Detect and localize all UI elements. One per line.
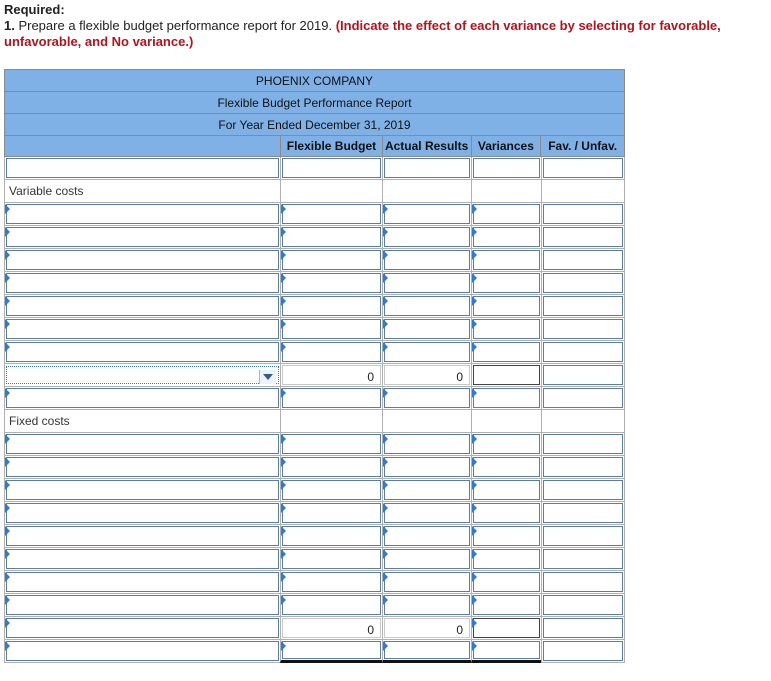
input-flag-icon [472, 227, 477, 237]
input-flag-icon [5, 250, 10, 260]
table-row [4, 571, 625, 594]
flexible-budget-input[interactable] [282, 457, 381, 477]
input-flag-icon [5, 319, 10, 329]
actual-results-input[interactable] [384, 227, 470, 247]
input-flag-icon [383, 434, 388, 444]
input-flag-icon [281, 572, 286, 582]
table-row [4, 617, 625, 640]
actual-results-input[interactable] [384, 595, 470, 615]
flexible-budget-total [282, 365, 381, 385]
actual-results-input[interactable] [384, 503, 470, 523]
variance-input[interactable] [473, 365, 540, 385]
flexible-budget-input[interactable] [282, 158, 381, 178]
actual-results-input[interactable] [384, 204, 470, 224]
line-item-input[interactable] [6, 641, 279, 661]
input-flag-icon [281, 342, 286, 352]
table-row [4, 157, 625, 180]
variance-input[interactable] [473, 158, 540, 178]
table-row [4, 525, 625, 548]
actual-results-input[interactable] [384, 319, 470, 339]
variance-input[interactable] [473, 526, 540, 546]
fixed-total-flex-value: 0 [367, 623, 374, 637]
input-flag-icon [5, 526, 10, 536]
flexible-budget-input[interactable] [282, 641, 381, 659]
input-flag-icon [281, 296, 286, 306]
line-item-input[interactable] [6, 204, 279, 224]
input-flag-icon [5, 549, 10, 559]
input-flag-icon [383, 250, 388, 260]
table-row [4, 479, 625, 502]
line-item-input[interactable] [6, 572, 279, 592]
report-title: Flexible Budget Performance Report [4, 91, 625, 113]
line-item-input[interactable] [6, 388, 279, 408]
table-row [4, 433, 625, 456]
table-row [4, 341, 625, 364]
actual-results-input[interactable] [384, 480, 470, 500]
line-item-input[interactable] [6, 526, 279, 546]
input-flag-icon [472, 503, 477, 513]
table-row [4, 387, 625, 410]
fav-unfav-select[interactable] [543, 480, 623, 500]
variance-input[interactable] [473, 250, 540, 270]
line-item-input[interactable] [6, 434, 279, 454]
flexible-budget-input[interactable] [282, 319, 381, 339]
actual-results-input[interactable] [384, 273, 470, 293]
input-flag-icon [5, 457, 10, 467]
table-row [4, 295, 625, 318]
fav-unfav-select[interactable] [543, 250, 623, 270]
table-row [4, 548, 625, 571]
variance-input[interactable] [473, 227, 540, 247]
input-flag-icon [281, 595, 286, 605]
table-row [4, 594, 625, 617]
flexible-budget-input[interactable] [282, 388, 381, 408]
actual-results-input[interactable] [384, 158, 470, 178]
input-flag-icon [472, 572, 477, 582]
input-flag-icon [383, 204, 388, 214]
variance-input[interactable] [473, 388, 540, 408]
input-flag-icon [383, 503, 388, 513]
line-item-input[interactable] [6, 296, 279, 316]
total-variable-costs-select[interactable] [6, 366, 279, 384]
table-row [4, 203, 625, 226]
fav-unfav-select[interactable] [543, 204, 623, 224]
input-flag-icon [5, 572, 10, 582]
variance-input[interactable] [473, 641, 540, 659]
input-flag-icon [281, 227, 286, 237]
fav-unfav-select[interactable] [543, 273, 623, 293]
flexible-budget-input[interactable] [282, 250, 381, 270]
actual-results-input[interactable] [384, 250, 470, 270]
report-period: For Year Ended December 31, 2019 [4, 113, 625, 135]
line-item-input[interactable] [6, 595, 279, 615]
actual-results-input[interactable] [384, 434, 470, 454]
variance-input[interactable] [473, 595, 540, 615]
actual-results-input[interactable] [384, 549, 470, 569]
variance-input[interactable] [473, 296, 540, 316]
fav-unfav-select[interactable] [543, 388, 623, 408]
table-row [4, 272, 625, 295]
col-flexible-budget: Flexible Budget [280, 136, 382, 156]
variance-input[interactable] [473, 434, 540, 454]
flexible-budget-input[interactable] [282, 296, 381, 316]
flexible-budget-input[interactable] [282, 549, 381, 569]
input-flag-icon [281, 273, 286, 283]
flexible-budget-input[interactable] [282, 342, 381, 362]
line-item-input[interactable] [6, 342, 279, 362]
col-actual-results: Actual Results [382, 136, 471, 156]
input-flag-icon [383, 319, 388, 329]
fixed-total-actual-value: 0 [456, 623, 463, 637]
input-flag-icon [5, 273, 10, 283]
flexible-budget-input[interactable] [282, 503, 381, 523]
column-headers [4, 135, 625, 157]
fav-unfav-select[interactable] [543, 319, 623, 339]
input-flag-icon [383, 549, 388, 559]
input-flag-icon [383, 595, 388, 605]
col-variances: Variances [471, 136, 541, 156]
actual-results-total [384, 365, 470, 385]
variance-input[interactable] [473, 273, 540, 293]
variance-input[interactable] [473, 457, 540, 477]
line-item-input[interactable] [6, 457, 279, 477]
variance-input[interactable] [473, 549, 540, 569]
fav-unfav-select[interactable] [543, 618, 623, 638]
fav-unfav-select[interactable] [543, 641, 623, 661]
flexible-budget-input[interactable] [282, 227, 381, 247]
variable-total-actual-value: 0 [456, 370, 463, 384]
table-row [4, 456, 625, 479]
input-flag-icon [281, 503, 286, 513]
col-blank [5, 136, 280, 156]
fav-unfav-select[interactable] [543, 434, 623, 454]
table-row [4, 364, 625, 387]
input-flag-icon [5, 480, 10, 490]
flexible-budget-input[interactable] [282, 273, 381, 293]
actual-results-input[interactable] [384, 342, 470, 362]
instructions [4, 2, 769, 50]
input-flag-icon [5, 434, 10, 444]
flexible-budget-input[interactable] [282, 480, 381, 500]
input-flag-icon [383, 480, 388, 490]
actual-results-input[interactable] [384, 572, 470, 592]
input-flag-icon [281, 434, 286, 444]
fav-unfav-select[interactable] [543, 457, 623, 477]
input-flag-icon [472, 434, 477, 444]
line-item-input[interactable] [6, 549, 279, 569]
flexible-budget-input[interactable] [282, 204, 381, 224]
input-flag-icon [383, 526, 388, 536]
instruction-text: Prepare a flexible budget performance report for 2019. [14, 18, 336, 33]
input-flag-icon [383, 572, 388, 582]
input-flag-icon [383, 296, 388, 306]
input-flag-icon [472, 480, 477, 490]
input-flag-icon [472, 549, 477, 559]
variance-input[interactable] [473, 204, 540, 224]
actual-results-total [384, 618, 470, 638]
input-flag-icon [472, 526, 477, 536]
actual-results-input[interactable] [384, 526, 470, 546]
input-flag-icon [383, 273, 388, 283]
input-flag-icon [281, 204, 286, 214]
input-flag-icon [383, 457, 388, 467]
line-item-input[interactable] [6, 158, 279, 178]
line-item-input[interactable] [6, 250, 279, 270]
input-flag-icon [5, 204, 10, 214]
input-flag-icon [472, 273, 477, 283]
actual-results-input[interactable] [384, 388, 470, 408]
input-flag-icon [5, 342, 10, 352]
input-flag-icon [281, 319, 286, 329]
input-flag-icon [281, 457, 286, 467]
variable-total-flex-value: 0 [367, 370, 374, 384]
actual-results-input[interactable] [384, 641, 470, 659]
fav-unfav-select[interactable] [543, 549, 623, 569]
input-flag-icon [472, 296, 477, 306]
actual-results-input[interactable] [384, 457, 470, 477]
input-flag-icon [281, 526, 286, 536]
flexible-budget-input[interactable] [282, 434, 381, 454]
table-row [4, 410, 625, 433]
input-flag-icon [472, 342, 477, 352]
variable-costs-label: Variable costs [9, 184, 84, 198]
variance-input[interactable] [473, 618, 540, 638]
col-fav-unfav: Fav. / Unfav. [540, 136, 624, 156]
input-flag-icon [5, 296, 10, 306]
fav-unfav-select[interactable] [543, 503, 623, 523]
fav-unfav-select[interactable] [543, 572, 623, 592]
variance-input[interactable] [473, 480, 540, 500]
table-row [4, 318, 625, 341]
table-row [4, 640, 625, 663]
line-item-input[interactable] [6, 273, 279, 293]
fav-unfav-select[interactable] [543, 342, 623, 362]
company-name: PHOENIX COMPANY [4, 69, 625, 91]
fav-unfav-select[interactable] [543, 227, 623, 247]
flexible-budget-total [282, 618, 381, 638]
input-flag-icon [472, 319, 477, 329]
line-item-input[interactable] [6, 480, 279, 500]
input-flag-icon [281, 549, 286, 559]
variance-input[interactable] [473, 572, 540, 592]
input-flag-icon [281, 480, 286, 490]
input-flag-icon [472, 250, 477, 260]
flexible-budget-input[interactable] [282, 595, 381, 615]
input-flag-icon [472, 457, 477, 467]
input-flag-icon [5, 227, 10, 237]
input-flag-icon [472, 204, 477, 214]
fav-unfav-select[interactable] [543, 158, 623, 178]
input-flag-icon [5, 503, 10, 513]
flexible-budget-input[interactable] [282, 572, 381, 592]
variance-input[interactable] [473, 503, 540, 523]
line-item-input[interactable] [6, 227, 279, 247]
required-heading: Required: [4, 2, 65, 17]
variance-input[interactable] [473, 319, 540, 339]
input-flag-icon [383, 342, 388, 352]
table-row [4, 180, 625, 203]
fav-unfav-select[interactable] [543, 595, 623, 615]
input-flag-icon [472, 595, 477, 605]
part-number: 1. [4, 18, 15, 33]
variance-input[interactable] [473, 342, 540, 362]
input-flag-icon [383, 227, 388, 237]
fav-unfav-select[interactable] [543, 526, 623, 546]
performance-report [4, 69, 625, 663]
flexible-budget-input[interactable] [282, 526, 381, 546]
table-row [4, 249, 625, 272]
fav-unfav-select[interactable] [543, 296, 623, 316]
fixed-costs-label: Fixed costs [9, 414, 70, 428]
line-item-input[interactable] [6, 503, 279, 523]
chevron-down-icon[interactable] [259, 370, 276, 384]
actual-results-input[interactable] [384, 296, 470, 316]
line-item-input[interactable] [6, 319, 279, 339]
instruction-note: (Indicate the effect of each variance by selecting for favorable, unfavorable, and No variance.) [4, 18, 721, 49]
table-row [4, 502, 625, 525]
line-item-input[interactable] [6, 618, 279, 638]
fav-unfav-select[interactable] [543, 365, 623, 385]
input-flag-icon [5, 595, 10, 605]
table-row [4, 226, 625, 249]
input-flag-icon [281, 250, 286, 260]
